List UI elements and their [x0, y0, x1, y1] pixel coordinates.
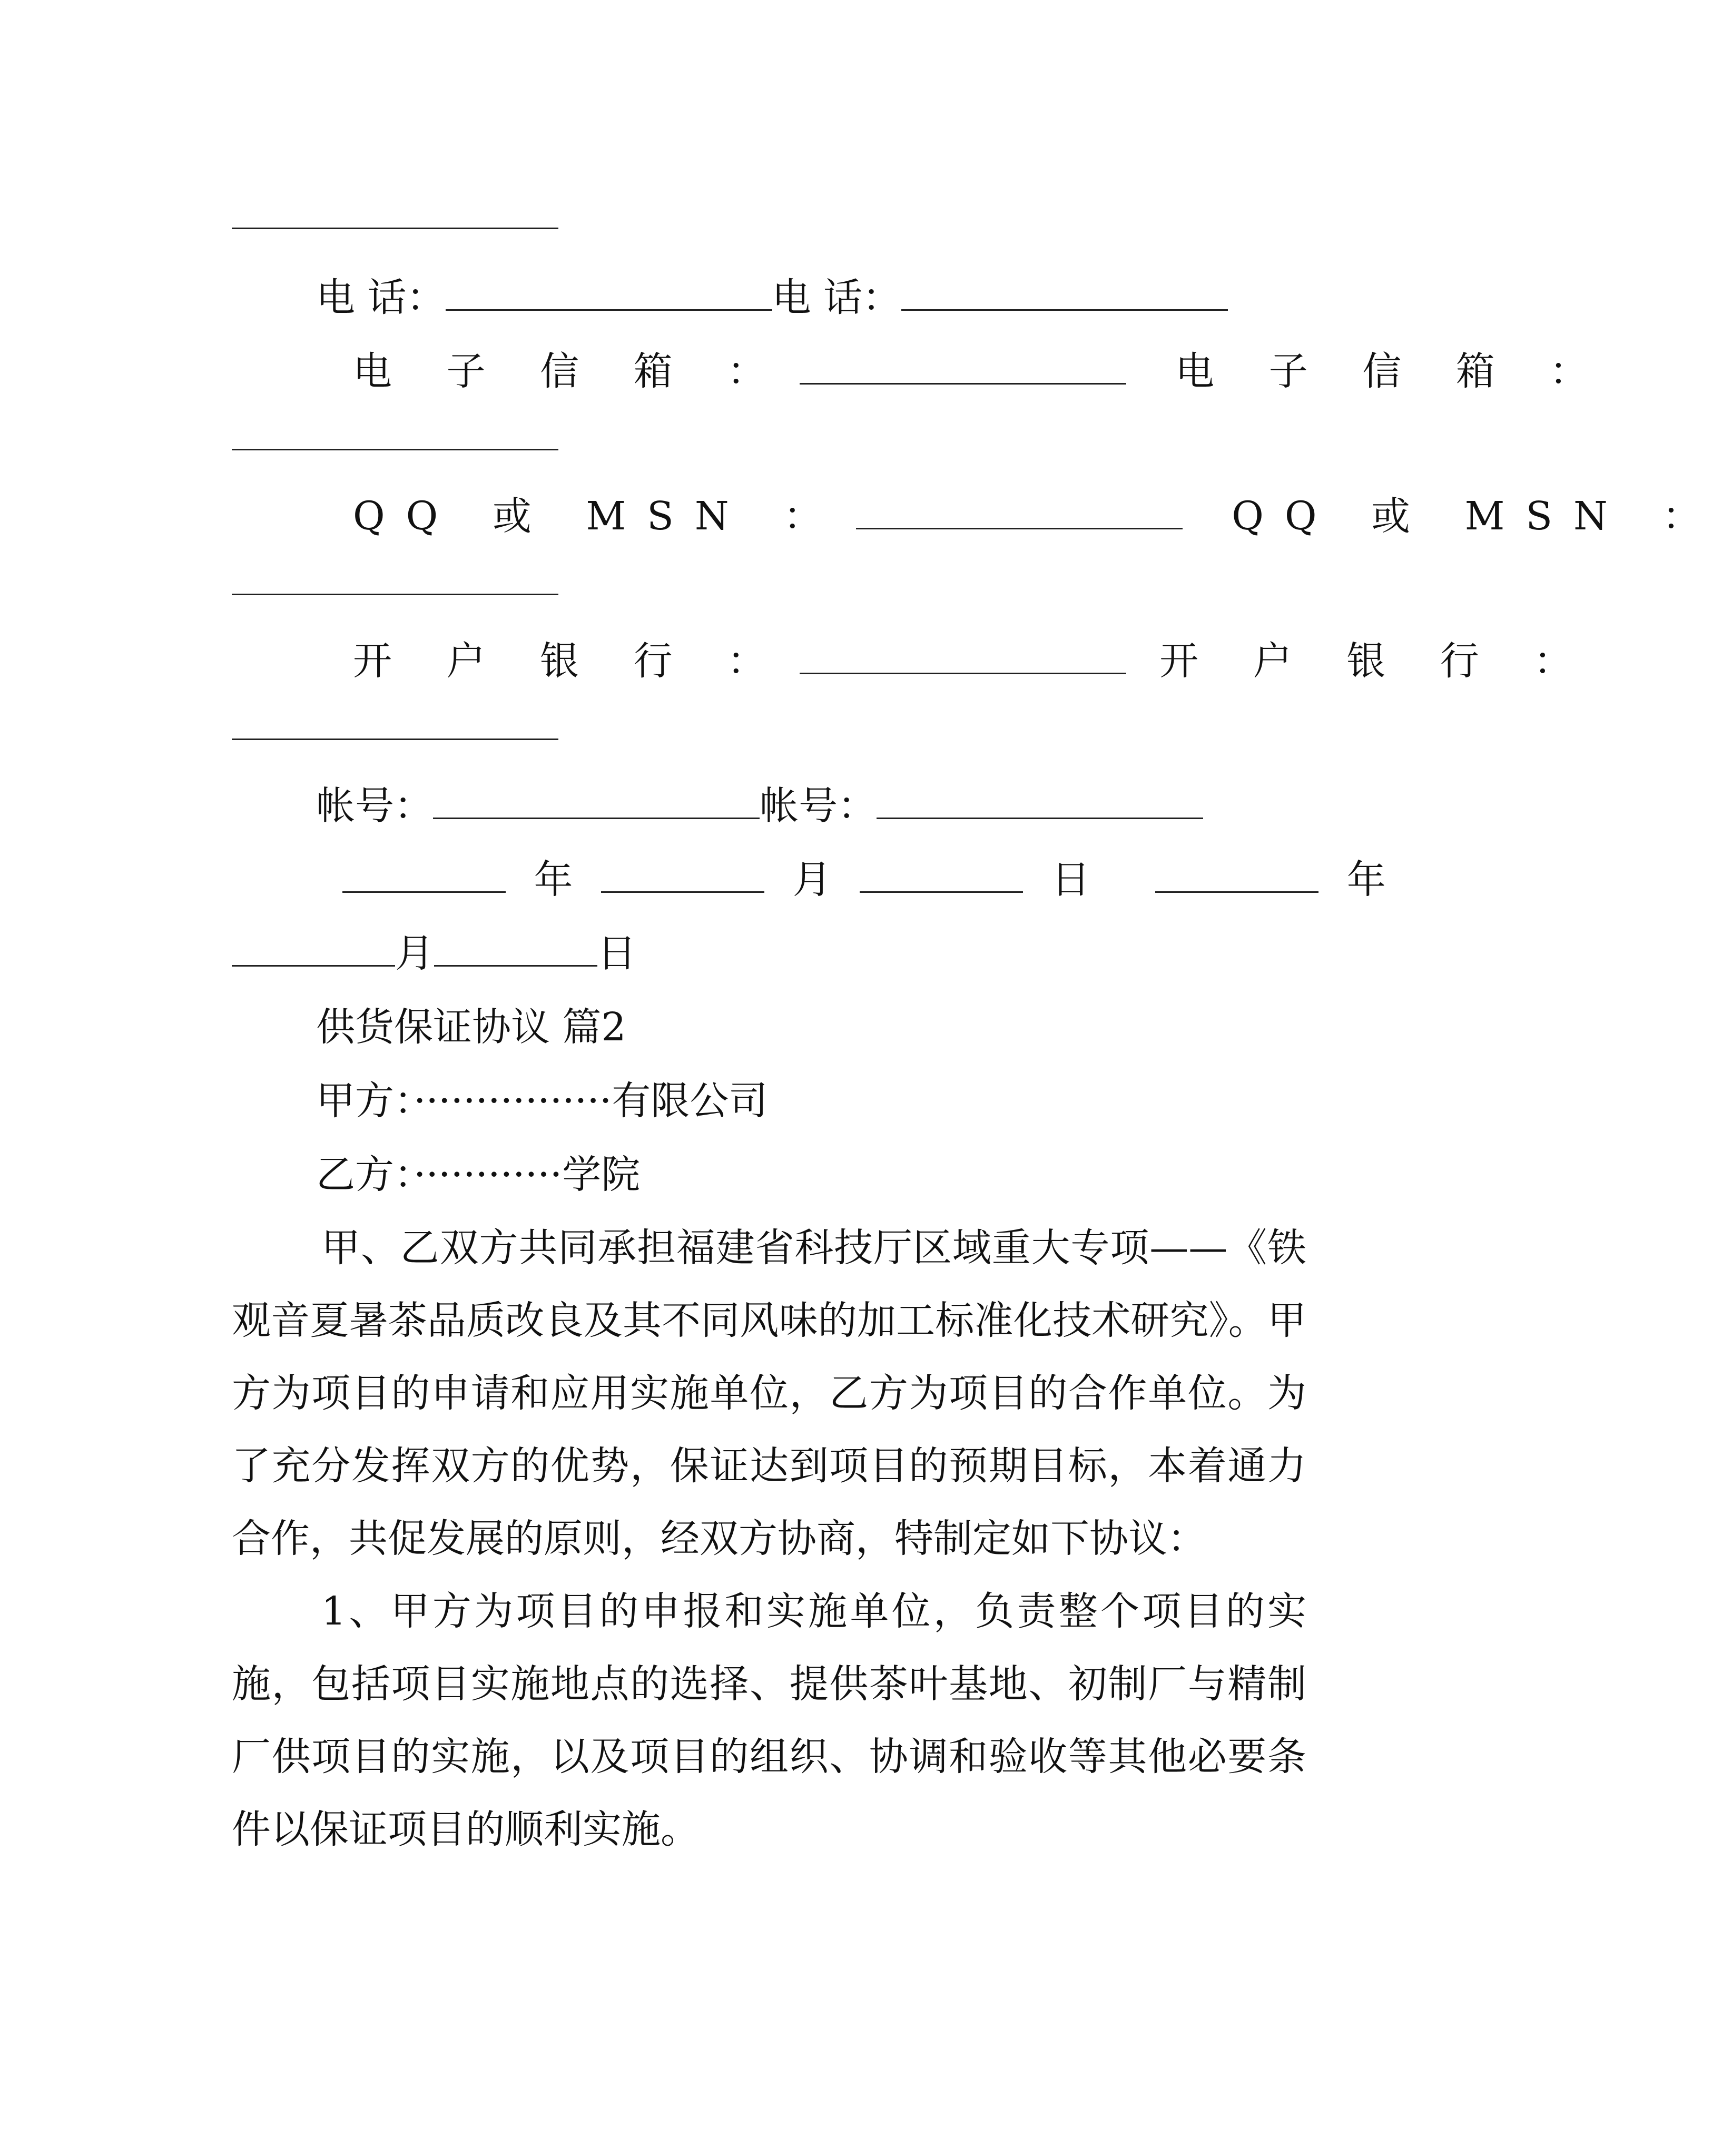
- day-label-a: 日: [1051, 857, 1090, 902]
- section-title: 供货保证协议 篇2: [316, 1005, 626, 1050]
- bank-label-b: 开 户 银 行 ：: [1159, 638, 1594, 684]
- blank-line-qq: [232, 545, 1306, 619]
- fill-blank: [856, 496, 1183, 529]
- fill-blank: [877, 786, 1203, 819]
- fill-blank: [434, 933, 597, 967]
- fill-blank: [860, 860, 1023, 893]
- fill-blank: [601, 860, 764, 893]
- email-label-b: 电 子 信 箱 ：: [1175, 349, 1610, 394]
- day-label-b: 日: [597, 931, 636, 976]
- email-label-a: 电 子 信 箱 ：: [353, 349, 788, 394]
- fill-blank: [433, 786, 760, 819]
- account-label-a: 帐号：: [316, 783, 433, 829]
- fill-blank: [232, 196, 558, 229]
- blank-line-bank: [232, 690, 1306, 764]
- fill-blank: [232, 707, 558, 740]
- bank-row: [353, 624, 1594, 698]
- fill-blank: [342, 860, 506, 893]
- qq-label-b: QQ 或 MSN ：: [1232, 494, 1722, 539]
- date-row-continued: [232, 917, 1306, 990]
- fill-blank: [901, 278, 1228, 311]
- year-label-b: 年: [1346, 857, 1386, 902]
- email-row: [353, 334, 1610, 408]
- fill-blank: [232, 417, 558, 450]
- fill-blank: [800, 641, 1126, 674]
- clause-1: 1、甲方为项目的申报和实施单位，负责整个项目的实施，包括项目实施地点的选择、提供茶叶基地、初制厂与精制厂供项目的实施，以及项目的组织、协调和验收等其他必要条件以保证项目的顺利实施。: [232, 1589, 1306, 1852]
- qq-row: [353, 479, 1722, 553]
- blank-line-top: [232, 179, 1306, 253]
- blank-line-email: [232, 400, 1306, 474]
- month-label-b: 月: [395, 931, 434, 976]
- qq-label-a: QQ 或 MSN ：: [353, 494, 844, 539]
- phone-label-b: 电 话：: [772, 275, 902, 320]
- date-row: [342, 843, 1417, 917]
- bank-label-a: 开 户 银 行 ：: [353, 638, 788, 684]
- fill-blank: [446, 278, 772, 311]
- party-b: 乙方：············学院: [316, 1152, 641, 1197]
- account-label-b: 帐号：: [760, 783, 877, 829]
- phone-row: [316, 261, 1391, 334]
- year-label-a: 年: [534, 857, 573, 902]
- party-a: 甲方：················有限公司: [316, 1078, 768, 1124]
- fill-blank: [232, 933, 395, 967]
- fill-blank: [800, 351, 1126, 385]
- phone-label-a: 电 话：: [316, 275, 446, 320]
- month-label-a: 月: [792, 857, 832, 902]
- fill-blank: [1155, 860, 1318, 893]
- agreement-body: [232, 1212, 1306, 1866]
- account-row: [316, 769, 1391, 843]
- fill-blank: [232, 562, 558, 595]
- intro-paragraph: 甲、乙双方共同承担福建省科技厅区域重大专项——《铁观音夏暑茶品质改良及其不同风味的加工标准化技术研究》。甲方为项目的申请和应用实施单位，乙方为项目的合作单位。为了充分发挥双方的优势，保证达到项目的预期目标，本着通力合作，共促发展的原则，经双方协商，特制定如下协议：: [232, 1225, 1306, 1561]
